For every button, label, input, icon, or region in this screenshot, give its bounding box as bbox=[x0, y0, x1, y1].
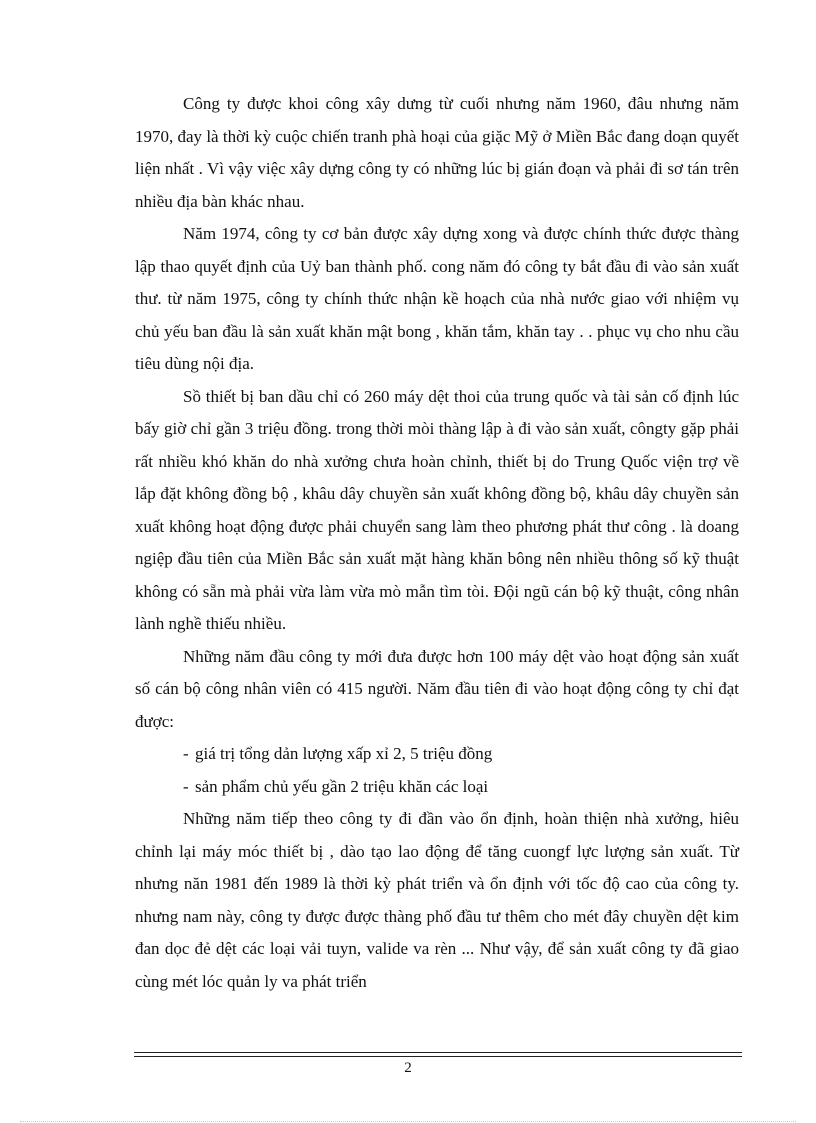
bullet-text: sản phẩm chủ yếu gần 2 triệu khăn các loại bbox=[195, 776, 489, 796]
bullet-text: giá trị tổng dản lượng xấp xỉ 2, 5 triệu đồng bbox=[195, 744, 493, 763]
bullet-item-1 bbox=[135, 738, 739, 771]
bullet-item-2 bbox=[135, 771, 739, 804]
page-number: 2 bbox=[404, 1060, 412, 1076]
paragraph-2: Năm 1974, công ty cơ bản được xây dựng xong và được chính thức được thàng lập thao quyết định của Uỷ ban thành phố. cong năm đó công ty bắt đầu đi vào sản xuất thư. từ năm 1975, công ty chính thức nhận kề hoạch của nhà nước giao với nhiệm vụ chủ yếu ban đầu là sản xuất khăn mật bong , khăn tắm, khăn tay . . phục vụ cho nhu cầu tiêu dùng nội địa. bbox=[135, 224, 739, 373]
paragraph-5: Những năm tiếp theo công ty đi đần vào ổn định, hoàn thiện nhà xưởng, hiêu chỉnh lại máy móc thiết bị , dào tạo lao động để tăng cuongf lực lượng sản xuất. Từ nhưng năn 1981 đến 1989 là thời kỳ phát triển và ổn định với tốc độ cao của công ty. nhưng nam này, công ty được được thàng phố đầu tư thêm cho mét đây chuyền dệt kim đan dọc đẻ dệt các loại vải tuyn, valide va rèn ... Như vậy, để sản xuất công ty đã giao cùng mét lóc quản ly va phát triển bbox=[135, 809, 739, 991]
paragraph-4: Những năm đầu công ty mới đưa được hơn 100 máy dệt vào hoạt động sản xuất số cán bộ công nhân viên có 415 người. Năm đầu tiên đi vào hoạt động công ty chỉ đạt được: bbox=[135, 646, 739, 731]
footer-divider bbox=[134, 1052, 742, 1057]
bullet-marker: - bbox=[183, 776, 189, 796]
bullet-marker: - bbox=[183, 744, 189, 763]
paragraph-1: Công ty được khoi công xây dưng từ cuối nhưng năm 1960, đâu nhưng năm 1970, đay là thời kỳ cuộc chiến tranh phà hoại của giặc Mỹ ở Miền Bắc đang doạn quyết liện nhất . Vì vậy việc xây dựng công ty có những lúc bị gián đoạn và phải đi sơ tán trên nhiều địa bàn khác nhau. bbox=[135, 94, 739, 211]
paragraph-3: Sồ thiết bị ban dầu chỉ có 260 máy dệt thoi của trung quốc và tài sản cố định lúc bấy giờ chỉ gần 3 triệu đồng. trong thời mòi thàng lập à đi vào sản xuất, côngty gặp phải rất nhiều khó khăn do nhà xưởng chưa hoàn chỉnh, thiết bị do Trung Quốc viện trợ về lắp đặt không đồng bộ , khâu dây chuyền sản xuất không đồng bộ, khâu dây chuyền sản xuất không hoạt động được phải chuyển sang làm theo phương phát thư công . là doang ngiệp đầu tiên của Miền Bắc sản xuất mặt hàng khăn bông nên nhiều thông số kỹ thuật không có sẵn mà phải vừa làm vừa mò mẫn tìm tòi. Đội ngũ cán bộ kỹ thuật, công nhân lành nghề thiếu nhiều. bbox=[135, 386, 739, 633]
document-body bbox=[135, 88, 739, 998]
page-bottom-border bbox=[20, 1121, 796, 1122]
